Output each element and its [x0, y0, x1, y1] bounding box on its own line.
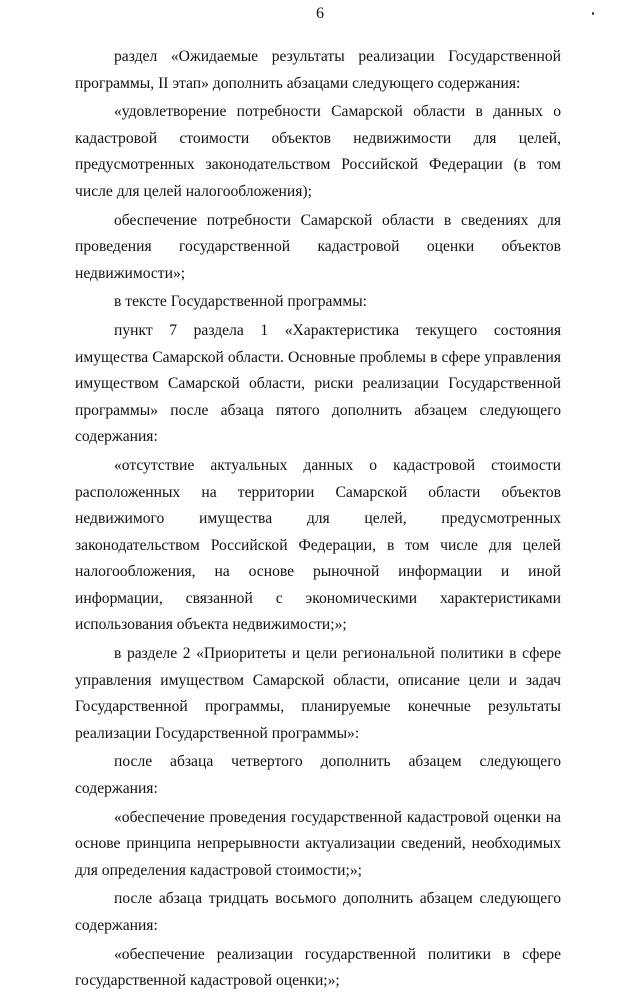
page-number: 6	[316, 5, 324, 22]
paragraph-section-expected-results: раздел «Ожидаемые результаты реализации Государственной программы, II этап» дополнить абзацами следующего содержания:	[75, 48, 561, 92]
paragraph-after-fourth: после абзаца четвертого дополнить абзацем следующего содержания:	[75, 753, 561, 798]
paragraph-in-program-text: в тексте Государственной программы:	[114, 293, 368, 311]
paragraph-continuous-actualization: «обеспечение проведения государственной кадастровой оценки на основе принципа непрерывности актуализации сведений, необходимых для определения кадастровой стоимости;»;	[75, 808, 561, 879]
paragraph-item-7-section-1: пункт 7 раздела 1 «Характеристика текущего состояния имущества Самарской области. Основные проблемы в сфере управления имуществом Самарской области, риски реализации Государственной программы» после абзаца пятого дополнить абзацем следующего содержания:	[75, 321, 561, 446]
document-body	[75, 44, 561, 995]
paragraph-demand-cadastral-data: «удовлетворение потребности Самарской области в данных о кадастровой стоимости объектов недвижимости для целей, предусмотренных законодательством Российской Федерации (в том числе для целей налогообложения);	[75, 103, 561, 200]
paragraph-section-2-priorities: в разделе 2 «Приоритеты и цели региональной политики в сфере управления имуществом Самарской области, описание цели и задач Государственной программы, планируемые конечные результаты реализации Государственной программы»:	[75, 645, 561, 742]
paragraph-provision-valuation-info: обеспечение потребности Самарской области в сведениях для проведения государственной кадастровой оценки объектов недвижимости»;	[75, 211, 561, 282]
scan-speck	[592, 12, 594, 15]
paragraph-after-thirty-eighth: после абзаца тридцать восьмого дополнить абзацем следующего содержания:	[75, 890, 561, 934]
paragraph-lack-of-actual-data: «отсутствие актуальных данных о кадастровой стоимости расположенных на территории Самарской области объектов недвижимого имущества для целей, предусмотренных законодательством Российской Федерации, в том числе для целей налогообложения, на основе рыночной информации и иной информации, связанной с экономическими характеристиками использования объекта недвижимости;»;	[75, 456, 561, 634]
paragraph-state-policy: «обеспечение реализации государственной политики в сфере государственной кадастровой оценки;»;	[75, 945, 561, 990]
